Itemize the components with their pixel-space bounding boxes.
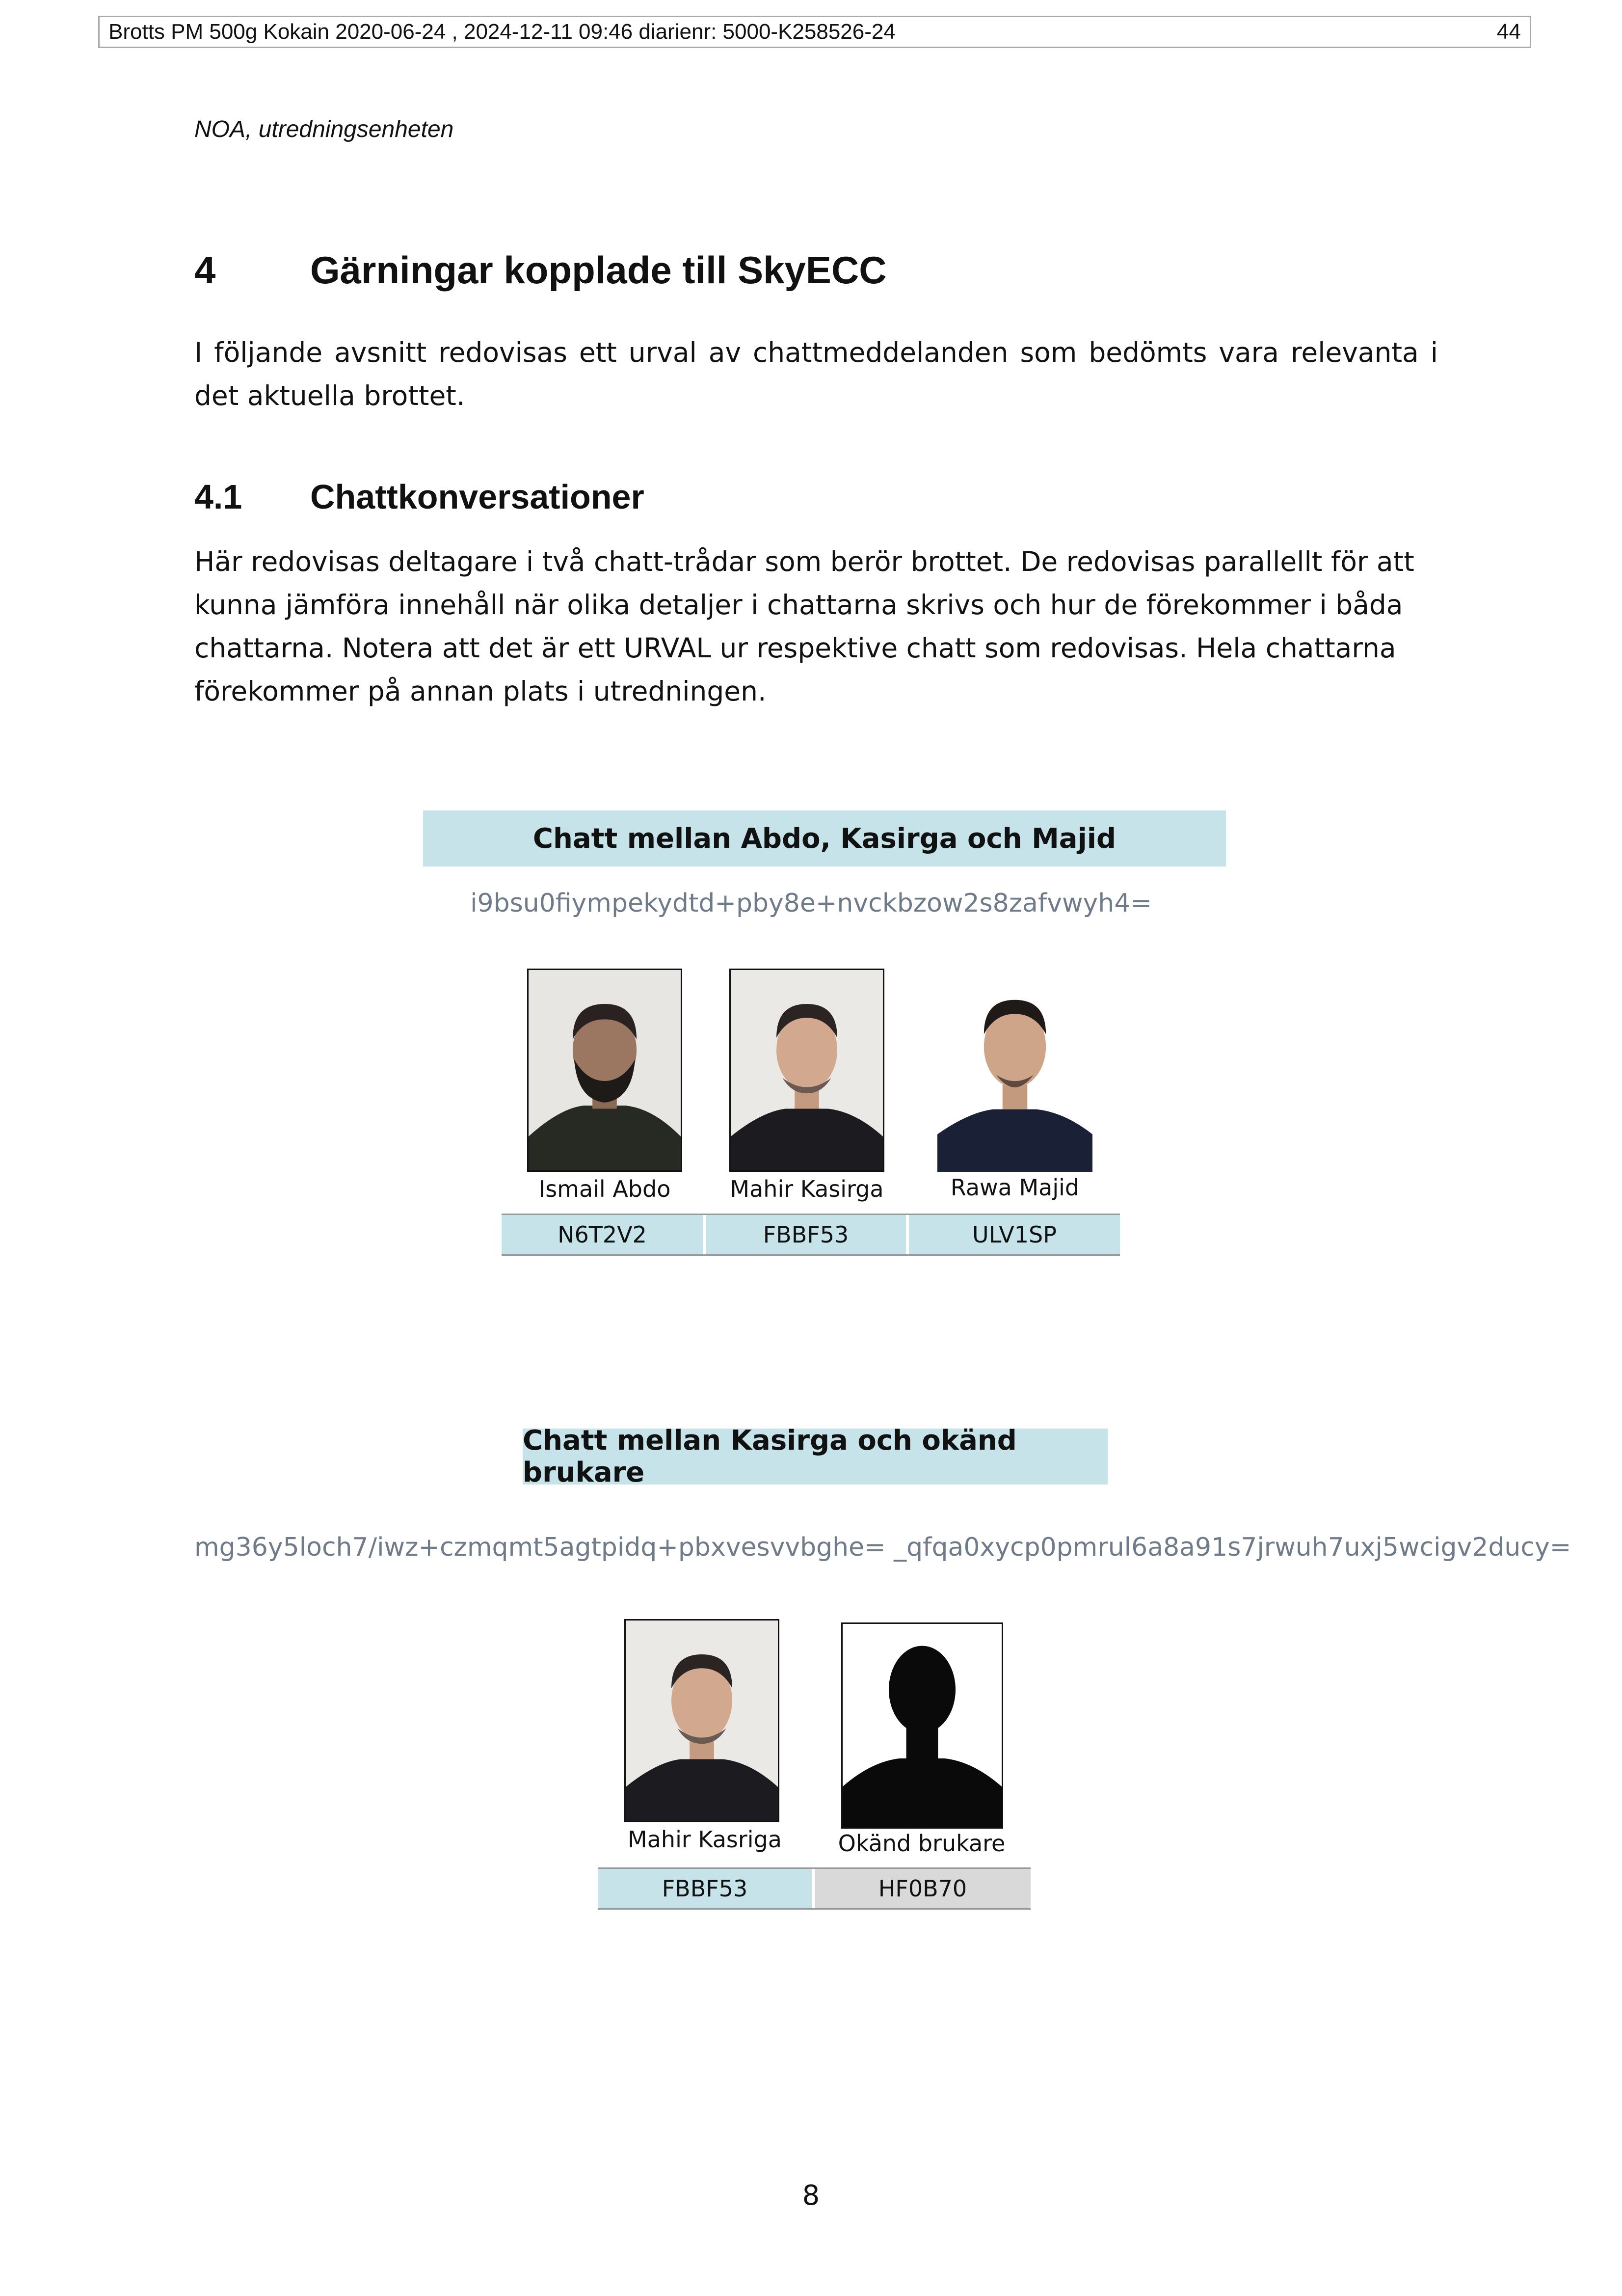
participant-name: Mahir Kasirga [730,1176,884,1202]
subsection-number: 4.1 [194,478,242,516]
chat1-id-table [502,1214,1120,1256]
chat1-hash: i9bsu0fiympekydtd+pby8e+nvckbzow2s8zafvwyh4= [470,889,1152,918]
participant-id: N6T2V2 [502,1215,703,1254]
participant-name: Mahir Kasriga [628,1826,782,1853]
portrait-mahir-kasirga [729,969,884,1172]
unit-name: NOA, utredningsenheten [194,116,454,142]
portrait-rawa-majid [937,969,1092,1172]
chat2-id-table [598,1867,1031,1910]
subsection-heading [194,477,644,516]
participant-id: HF0B70 [812,1869,1031,1908]
section-intro: I följande avsnitt redovisas ett urval av chattmeddelanden som bedömts vara relevanta i det aktuella brottet. [194,337,1438,411]
participant-id: ULV1SP [906,1215,1120,1254]
section-title: Gärningar kopplade till SkyECC [310,248,887,292]
header-page-number: 44 [1497,20,1521,44]
chat2-hash: mg36y5loch7/iwz+czmqmt5agtpidq+pbxvesvvbghe= _qfqa0xycp0pmrul6a8a91s7jrwuh7uxj5wcigv2ducy= [194,1533,1571,1562]
subsection-text: Här redovisas deltagare i två chatt-trådar som berör brottet. De redovisas parallellt för att kunna jämföra innehåll när olika detaljer i chattarna skrivs och hur de förekommer i båda chattarna. Notera att det är ett URVAL ur respektive chatt som redovisas. Hela chattarna förekommer på annan plats i utredningen. [194,546,1414,707]
participant-name: Rawa Majid [950,1174,1080,1201]
subsection-title: Chattkonversationer [310,478,644,516]
header-document-info: Brotts PM 500g Kokain 2020-06-24 , 2024-12-11 09:46 diarienr: 5000-K258526-24 [108,20,896,44]
portrait-ismail-abdo [527,969,682,1172]
unknown-user-silhouette-icon [841,1622,1003,1829]
participant-name: Ismail Abdo [538,1176,671,1202]
section-number: 4 [194,248,216,292]
section-heading [194,248,887,293]
chat1-title: Chatt mellan Abdo, Kasirga och Majid [423,810,1226,866]
portrait-mahir-kasriga [624,1619,779,1822]
chat2-title: Chatt mellan Kasirga och okänd brukare [523,1429,1108,1485]
page-header [98,16,1531,48]
participant-name: Okänd brukare [838,1830,1006,1857]
participant-id: FBBF53 [703,1215,906,1254]
participant-id: FBBF53 [598,1869,812,1908]
page-number: 8 [802,2180,820,2212]
